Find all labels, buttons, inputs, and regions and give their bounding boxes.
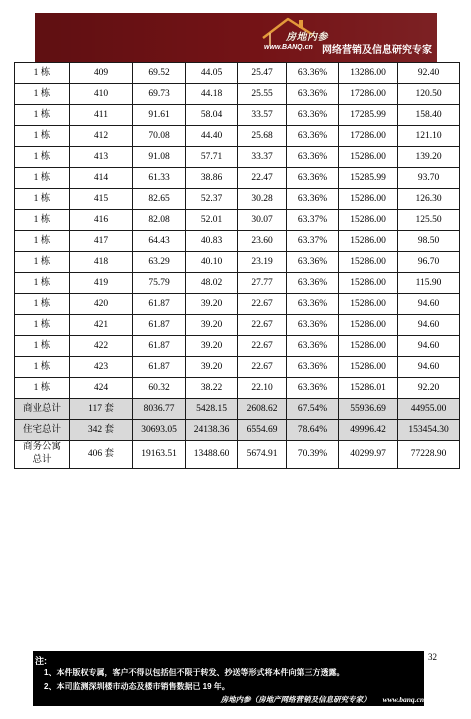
unit-price-cell: 15286.00 [339,294,398,315]
efficiency-ratio-cell: 63.37% [287,231,339,252]
sales-table [14,62,460,469]
building-cell: 1 栋 [15,126,70,147]
efficiency-ratio-cell: 63.36% [287,357,339,378]
inner-area-cell: 39.20 [186,315,238,336]
building-cell: 1 栋 [15,168,70,189]
unit-price-cell: 15286.01 [339,378,398,399]
inner-area-cell: 40.10 [186,252,238,273]
shared-area-cell: 25.55 [238,84,287,105]
gross-area-cell: 82.08 [133,210,186,231]
table-row [15,336,460,357]
unit-number-cell: 413 [70,147,133,168]
inner-area-cell: 57.71 [186,147,238,168]
unit-number-cell: 416 [70,210,133,231]
table-row [15,126,460,147]
unit-number-cell: 423 [70,357,133,378]
building-cell: 1 栋 [15,63,70,84]
gross-area-cell: 61.33 [133,168,186,189]
inner-area-cell: 38.86 [186,168,238,189]
shared-area-cell: 6554.69 [238,420,287,441]
efficiency-ratio-cell: 63.36% [287,147,339,168]
shared-area-cell: 5674.91 [238,441,287,469]
unit-price-cell: 15286.00 [339,231,398,252]
building-cell [15,441,70,469]
inner-area-cell: 13488.60 [186,441,238,469]
unit-number-cell: 409 [70,63,133,84]
inner-area-cell: 44.40 [186,126,238,147]
building-cell: 1 栋 [15,315,70,336]
gross-area-cell: 30693.05 [133,420,186,441]
gross-area-cell: 60.32 [133,378,186,399]
inner-area-cell: 58.04 [186,105,238,126]
shared-area-cell: 23.60 [238,231,287,252]
efficiency-ratio-cell: 63.36% [287,63,339,84]
table-row [15,273,460,294]
table-row [15,84,460,105]
total-price-cell: 98.50 [398,231,460,252]
total-price-cell: 126.30 [398,189,460,210]
building-cell: 1 栋 [15,294,70,315]
inner-area-cell: 44.18 [186,84,238,105]
total-price-cell: 92.20 [398,378,460,399]
shared-area-cell: 30.07 [238,210,287,231]
table-row [15,105,460,126]
unit-number-cell: 424 [70,378,133,399]
header-banner [35,13,437,62]
total-price-cell: 93.70 [398,168,460,189]
shared-area-cell: 25.68 [238,126,287,147]
table-row [15,210,460,231]
note-item: 1、本件版权专属，客户不得以包括但不限于转发、抄送等形式将本件向第三方透露。 [44,668,345,677]
building-cell: 1 栋 [15,105,70,126]
unit-price-cell: 15286.00 [339,357,398,378]
efficiency-ratio-cell: 63.37% [287,210,339,231]
unit-price-cell: 15286.00 [339,210,398,231]
gross-area-cell: 8036.77 [133,399,186,420]
total-price-cell: 94.60 [398,315,460,336]
building-cell: 住宅总计 [15,420,70,441]
efficiency-ratio-cell: 63.36% [287,126,339,147]
building-cell: 1 栋 [15,252,70,273]
inner-area-cell: 38.22 [186,378,238,399]
table-row [15,378,460,399]
unit-number-cell: 420 [70,294,133,315]
efficiency-ratio-cell: 78.64% [287,420,339,441]
footer-notes [33,651,424,706]
gross-area-cell: 61.87 [133,336,186,357]
table-row [15,168,460,189]
total-price-cell: 153454.30 [398,420,460,441]
unit-price-cell: 49996.42 [339,420,398,441]
efficiency-ratio-cell: 63.36% [287,273,339,294]
unit-price-cell: 17286.00 [339,126,398,147]
efficiency-ratio-cell: 63.36% [287,189,339,210]
building-cell: 1 栋 [15,84,70,105]
gross-area-cell: 69.52 [133,63,186,84]
efficiency-ratio-cell: 63.36% [287,105,339,126]
footer-url: www.banq.cn [382,695,424,704]
inner-area-cell: 39.20 [186,294,238,315]
shared-area-cell: 22.67 [238,336,287,357]
building-cell: 1 栋 [15,273,70,294]
efficiency-ratio-cell: 63.36% [287,252,339,273]
unit-number-cell: 417 [70,231,133,252]
shared-area-cell: 22.67 [238,357,287,378]
total-price-cell: 94.60 [398,336,460,357]
unit-price-cell: 17285.99 [339,105,398,126]
table-row [15,231,460,252]
total-price-cell: 120.50 [398,84,460,105]
gross-area-cell: 19163.51 [133,441,186,469]
building-cell: 1 栋 [15,147,70,168]
unit-number-cell: 406 套 [70,441,133,469]
logo-name: 房地内参 [286,32,328,43]
building-cell: 商业总计 [15,399,70,420]
gross-area-cell: 75.79 [133,273,186,294]
total-price-cell: 115.90 [398,273,460,294]
note-item: 2、本司监测深圳楼市动态及楼市销售数据已 19 年。 [44,682,230,691]
total-price-cell: 139.20 [398,147,460,168]
unit-number-cell: 410 [70,84,133,105]
shared-area-cell: 22.67 [238,294,287,315]
efficiency-ratio-cell: 63.36% [287,315,339,336]
inner-area-cell: 52.01 [186,210,238,231]
table-row [15,147,460,168]
unit-number-cell: 422 [70,336,133,357]
efficiency-ratio-cell: 67.54% [287,399,339,420]
total-price-cell: 92.40 [398,63,460,84]
gross-area-cell: 91.61 [133,105,186,126]
inner-area-cell: 52.37 [186,189,238,210]
unit-number-cell: 419 [70,273,133,294]
total-row [15,399,460,420]
building-cell: 1 栋 [15,189,70,210]
table-row [15,189,460,210]
sales-table-body [15,63,460,469]
table-row [15,63,460,84]
shared-area-cell: 27.77 [238,273,287,294]
unit-price-cell: 15286.00 [339,252,398,273]
total-price-cell: 158.40 [398,105,460,126]
total-price-cell: 44955.00 [398,399,460,420]
total-price-cell: 77228.90 [398,441,460,469]
building-cell: 1 栋 [15,210,70,231]
inner-area-cell: 5428.15 [186,399,238,420]
unit-price-cell: 55936.69 [339,399,398,420]
unit-number-cell: 415 [70,189,133,210]
inner-area-cell: 48.02 [186,273,238,294]
building-cell: 1 栋 [15,231,70,252]
footer-brand-line [221,694,424,705]
efficiency-ratio-cell: 63.36% [287,336,339,357]
gross-area-cell: 63.29 [133,252,186,273]
total-row [15,441,460,469]
unit-number-cell: 411 [70,105,133,126]
unit-number-cell: 412 [70,126,133,147]
unit-number-cell: 418 [70,252,133,273]
shared-area-cell: 23.19 [238,252,287,273]
unit-number-cell: 421 [70,315,133,336]
logo-website: www.BANQ.cn [264,44,313,51]
unit-price-cell: 15286.00 [339,315,398,336]
total-price-cell: 125.50 [398,210,460,231]
shared-area-cell: 25.47 [238,63,287,84]
total-row [15,420,460,441]
unit-price-cell: 15286.00 [339,336,398,357]
unit-price-cell: 15286.00 [339,189,398,210]
unit-number-cell: 342 套 [70,420,133,441]
slogan: 网络营销及信息研究专家 [322,45,432,56]
gross-area-cell: 61.87 [133,357,186,378]
unit-price-cell: 13286.00 [339,63,398,84]
efficiency-ratio-cell: 63.36% [287,168,339,189]
inner-area-cell: 39.20 [186,357,238,378]
building-cell: 1 栋 [15,336,70,357]
unit-number-cell: 117 套 [70,399,133,420]
total-price-cell: 94.60 [398,294,460,315]
footer-brand: 房地内参（房地产网络营销及信息研究专家） [220,695,371,704]
total-price-cell: 96.70 [398,252,460,273]
gross-area-cell: 64.43 [133,231,186,252]
unit-price-cell: 40299.97 [339,441,398,469]
page-number: 32 [428,652,437,662]
gross-area-cell: 61.87 [133,315,186,336]
inner-area-cell: 24138.36 [186,420,238,441]
unit-price-cell: 15285.99 [339,168,398,189]
building-cell: 1 栋 [15,378,70,399]
gross-area-cell: 91.08 [133,147,186,168]
unit-number-cell: 414 [70,168,133,189]
shared-area-cell: 33.57 [238,105,287,126]
note-label: 注: [35,656,47,666]
gross-area-cell: 70.08 [133,126,186,147]
total-price-cell: 121.10 [398,126,460,147]
table-row [15,315,460,336]
efficiency-ratio-cell: 70.39% [287,441,339,469]
table-row [15,357,460,378]
inner-area-cell: 44.05 [186,63,238,84]
inner-area-cell: 40.83 [186,231,238,252]
gross-area-cell: 69.73 [133,84,186,105]
total-label: 商务公寓总计 [22,442,61,466]
efficiency-ratio-cell: 63.36% [287,378,339,399]
efficiency-ratio-cell: 63.36% [287,294,339,315]
unit-price-cell: 15286.00 [339,273,398,294]
unit-price-cell: 15286.00 [339,147,398,168]
efficiency-ratio-cell: 63.36% [287,84,339,105]
gross-area-cell: 61.87 [133,294,186,315]
shared-area-cell: 22.47 [238,168,287,189]
unit-price-cell: 17286.00 [339,84,398,105]
building-cell: 1 栋 [15,357,70,378]
gross-area-cell: 82.65 [133,189,186,210]
table-row [15,252,460,273]
total-price-cell: 94.60 [398,357,460,378]
shared-area-cell: 30.28 [238,189,287,210]
shared-area-cell: 22.10 [238,378,287,399]
inner-area-cell: 39.20 [186,336,238,357]
shared-area-cell: 2608.62 [238,399,287,420]
shared-area-cell: 33.37 [238,147,287,168]
shared-area-cell: 22.67 [238,315,287,336]
table-row [15,294,460,315]
